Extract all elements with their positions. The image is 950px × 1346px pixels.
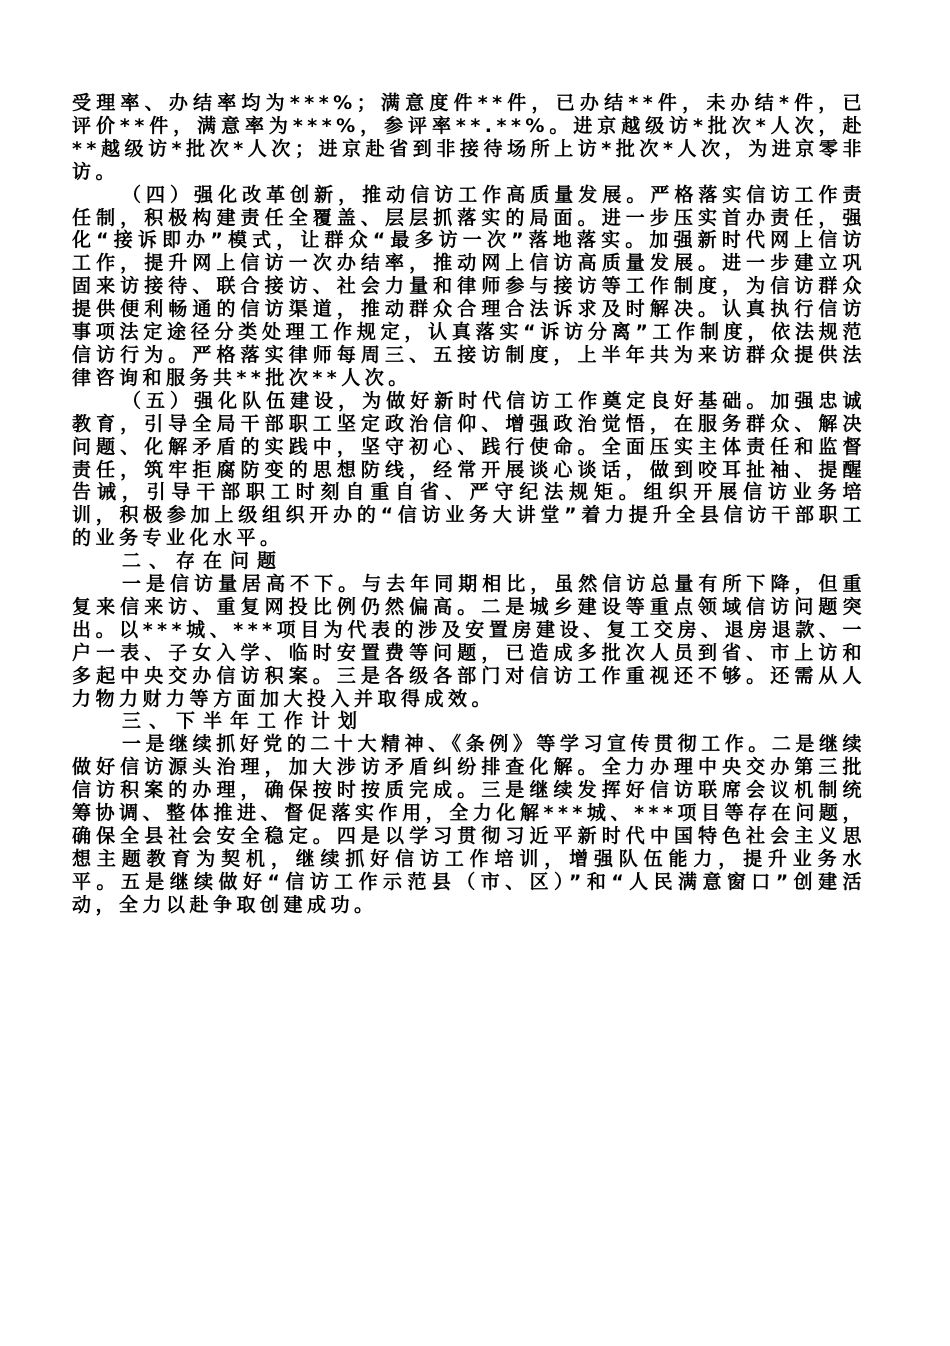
paragraph-work-plan: 一是继续抓好党的二十大精神、《条例》等学习宣传贯彻工作。二是继续做好信访源头治理，加大涉访矛盾纠纷排查化解。全力办理中央交办第三批信访积案的办理，确保按时按质完成。三是继续发挥好信访联席会议机制统筹协调、整体推进、督促落实作用，全力化解***城、***项目等存在问题，确保全县社会安全稳定。四是以学习贯彻习近平新时代中国特色社会主义思想主题教育为契机，继续抓好信访工作培训，增强队伍能力，提升业务水平。五是继续做好“信访工作示范县（市、区）”和“人民满意窗口”创建活动，全力以赴争取创建成功。 — [72, 733, 866, 916]
document-page — [72, 92, 866, 917]
paragraph-reform-innovation: （四）强化改革创新，推动信访工作高质量发展。严格落实信访工作责任制，积极构建责任全覆盖、层层抓落实的局面。进一步压实首办责任，强化“接诉即办”模式，让群众“最多访一次”落地落实。加强新时代网上信访工作，提升网上信访一次办结率，推动网上信访高质量发展。进一步建立巩固来访接待、联合接访、社会力量和律师参与接访等工作制度，为信访群众提供便利畅通的信访渠道，推动群众合理合法诉求及时解决。认真执行信访事项法定途径分类处理工作规定，认真落实“诉访分离”工作制度，依法规范信访行为。严格落实律师每周三、五接访制度，上半年共为来访群众提供法律咨询和服务共**批次**人次。 — [72, 183, 866, 389]
section-heading-plan: 三、下半年工作计划 — [122, 710, 366, 733]
section-heading-problems: 二、存在问题 — [122, 550, 285, 573]
paragraph-team-building: （五）强化队伍建设，为做好新时代信访工作奠定良好基础。加强忠诚教育，引导全局干部职工坚定政治信仰、增强政治觉悟，在服务群众、解决问题、化解矛盾的实践中，坚守初心、践行使命。全面压实主体责任和监督责任，筑牢拒腐防变的思想防线，经常开展谈心谈话，做到咬耳扯袖、提醒告诫，引导干部职工时刻自重自省、严守纪法规矩。组织开展信访业务培训，积极参加上级组织开办的“信访业务大讲堂”着力提升全县信访干部职工的业务专业化水平。 — [72, 389, 866, 550]
paragraph-statistics-continuation: 受理率、办结率均为***%；满意度件**件，已办结**件，未办结*件，已评价**件，满意率为***%，参评率**.**%。进京越级访*批次*人次，赴**越级访*批次*人次；进京赴省到非接待场所上访*批次*人次，为进京零非访。 — [72, 92, 866, 183]
paragraph-problems: 一是信访量居高不下。与去年同期相比，虽然信访总量有所下降，但重复来信来访、重复网投比例仍然偏高。二是城乡建设等重点领域信访问题突出。以***城、***项目为代表的涉及安置房建设、复工交房、退房退款、一户一表、子女入学、临时安置费等问题，已造成多批次人员到省、市上访和多起中央交办信访积案。三是各级各部门对信访工作重视还不够。还需从人力物力财力等方面加大投入并取得成效。 — [72, 573, 866, 710]
